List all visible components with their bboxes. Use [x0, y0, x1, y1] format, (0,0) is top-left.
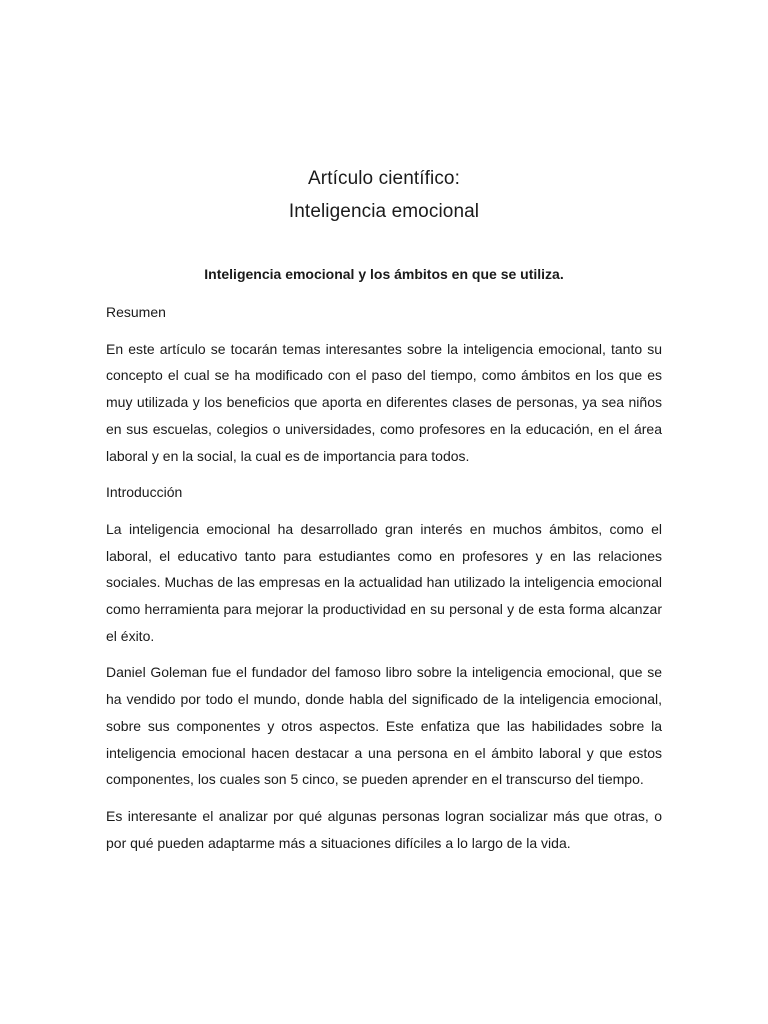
resumen-paragraph: En este artículo se tocarán temas interesantes sobre la inteligencia emocional, tanto su concepto el cual se ha modificado con el paso del tiempo, como ámbitos en los que es muy utilizada y los beneficios que aporta en diferentes clases de personas, ya sea niños en sus escuelas, colegios o universidades, como profesores en la educación, en el área laboral y en la social, la cual es de importancia para todos. — [106, 340, 662, 464]
article-heading: Inteligencia emocional y los ámbitos en que se utiliza. — [204, 266, 564, 282]
section-label-introduccion: Introducción — [106, 484, 183, 501]
title-line-2: Inteligencia emocional — [288, 201, 480, 222]
document-body — [106, 299, 662, 866]
section-label-resumen: Resumen — [106, 304, 166, 320]
document-title — [0, 162, 768, 228]
title-line-1: Artículo científico: — [308, 168, 460, 189]
intro-paragraph-3: Es interesante el analizar por qué algunas personas logran socializar más que otras, o por qué pueden adaptarme más a situaciones difíciles a lo largo de la vida. — [106, 807, 662, 851]
intro-paragraph-1: La inteligencia emocional ha desarrollado gran interés en muchos ámbitos, como el laboral, el educativo tanto para estudiantes como en profesores y en las relaciones sociales. Muchas de las empresas en la actualidad han utilizado la inteligencia emocional como herramienta para mejorar la productividad en su personal y de esta forma alcanzar el éxito. — [106, 520, 662, 644]
intro-paragraph-2: Daniel Goleman fue el fundador del famoso libro sobre la inteligencia emocional, que se ha vendido por todo el mundo, donde habla del significado de la inteligencia emocional, sobre sus componentes y otros aspectos. Este enfatiza que las habilidades sobre la inteligencia emocional hacen destacar a una persona en el ámbito laboral y que estos componentes, los cuales son 5 cinco, se pueden aprender en el transcurso del tiempo. — [106, 664, 662, 788]
